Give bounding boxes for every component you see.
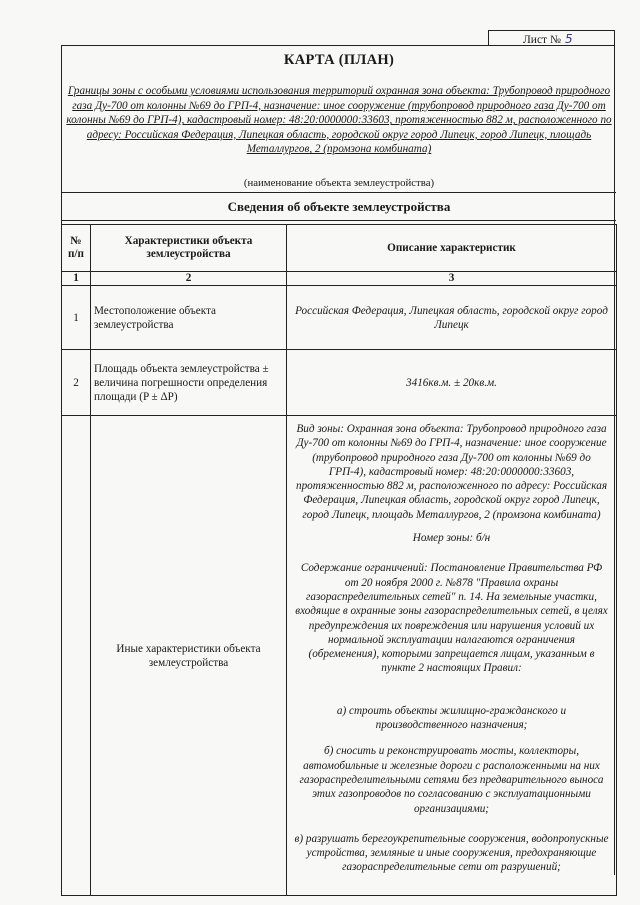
zone-number-paragraph: Номер зоны: б/н: [412, 532, 491, 545]
sheet-label: Лист №: [523, 34, 561, 46]
restriction-item-c: в) разрушать берегоукрепительные сооружения, водопропускные устройства, земляные и иные сооружения, предохраняющие газораспределительные сети от разрушений;: [294, 832, 609, 874]
header-name: Характеристики объекта землеустройства: [91, 225, 287, 272]
table-row: [62, 286, 617, 350]
row-num: 2: [62, 350, 91, 416]
sheet-number-box: [488, 30, 615, 46]
zone-type-paragraph: Вид зоны: Охранная зона объекта: Трубопровод природного газа Ду-700 от колонны №69 до ГРП-4, назначение: иное сооружение (трубопровод природного газа Ду-700 от колонны №69 до ГРП-4), кадастровый номер: 48:20:0000000:33603, протяженностью 882 м, расположенного по адресу: Российская Федерация, Липецкая область, городской округ город Липецк, город Липецк, площадь Металлургов, 2 (промзона комбината): [295, 423, 608, 521]
row-num: [62, 416, 91, 896]
row-num: 1: [62, 286, 91, 350]
index-cell: 1: [62, 272, 91, 286]
index-cell: 3: [287, 272, 617, 286]
table-row: [62, 416, 617, 896]
divider: [62, 192, 616, 193]
document-frame: [61, 45, 615, 875]
restriction-item-b: б) сносить и реконструировать мосты, коллекторы, автомобильные и железные дороги с расположенными на них газораспределительными сетями без предварительного выноса этих газопроводов по согласованию с эксплуатационными организациями;: [299, 745, 604, 815]
object-description: Границы зоны с особыми условиями использования территорий охранная зона объекта: Трубопровод природного газа Ду-700 от колонны №69 до ГРП-4, назначение: иное сооружение (трубопровод природного газа Ду-700 от колонны №69 до ГРП-4), кадастровый номер: 48:20:0000000:33603, протяженностью 882 м, расположенного по адресу: Российская Федерация, Липецкая область, городской округ город Липецк, город Липецк, площадь Металлургов, 2 (промзона комбината): [66, 85, 612, 156]
section-title: Сведения об объекте землеустройства: [227, 199, 451, 214]
sheet-number: 5: [564, 32, 573, 46]
row-name: Местоположение объекта землеустройства: [91, 286, 287, 350]
table-header-row: [62, 225, 617, 272]
object-caption: (наименование объекта землеустройства): [243, 177, 435, 189]
index-cell: 2: [91, 272, 287, 286]
restriction-item-a: а) строить объекты жилищно-гражданского и производственного назначения;: [336, 704, 567, 732]
row-value: Российская Федерация, Липецкая область, городской округ город Липецк: [287, 286, 617, 350]
divider: [62, 220, 616, 221]
table-row: [62, 350, 617, 416]
restrictions-paragraph: Содержание ограничений: Постановление Правительства РФ от 20 ноября 2000 г. №878 "Правила охраны газораспределительных сетей" п. 14. На земельные участки, входящие в охранные зоны газораспределительных сетей, в целях предупреждения их повреждения или нарушения условий их нормальной эксплуатации налагаются ограничения (обременения), которыми запрещается лицам, указанным в пункте 2 настоящих Правил:: [295, 562, 608, 675]
table-index-row: [62, 272, 617, 286]
header-num: № п/п: [62, 225, 91, 272]
row-name: Иные характеристики объекта землеустройства: [91, 416, 287, 896]
row-value: 3416кв.м. ± 20кв.м.: [287, 350, 617, 416]
row-name: Площадь объекта землеустройства ± величина погрешности определения площади (P ± ΔP): [91, 350, 287, 416]
characteristics-table: [61, 224, 617, 896]
row-value: [287, 416, 617, 896]
page-title: КАРТА (ПЛАН): [283, 52, 395, 68]
header-value: Описание характеристик: [287, 225, 617, 272]
